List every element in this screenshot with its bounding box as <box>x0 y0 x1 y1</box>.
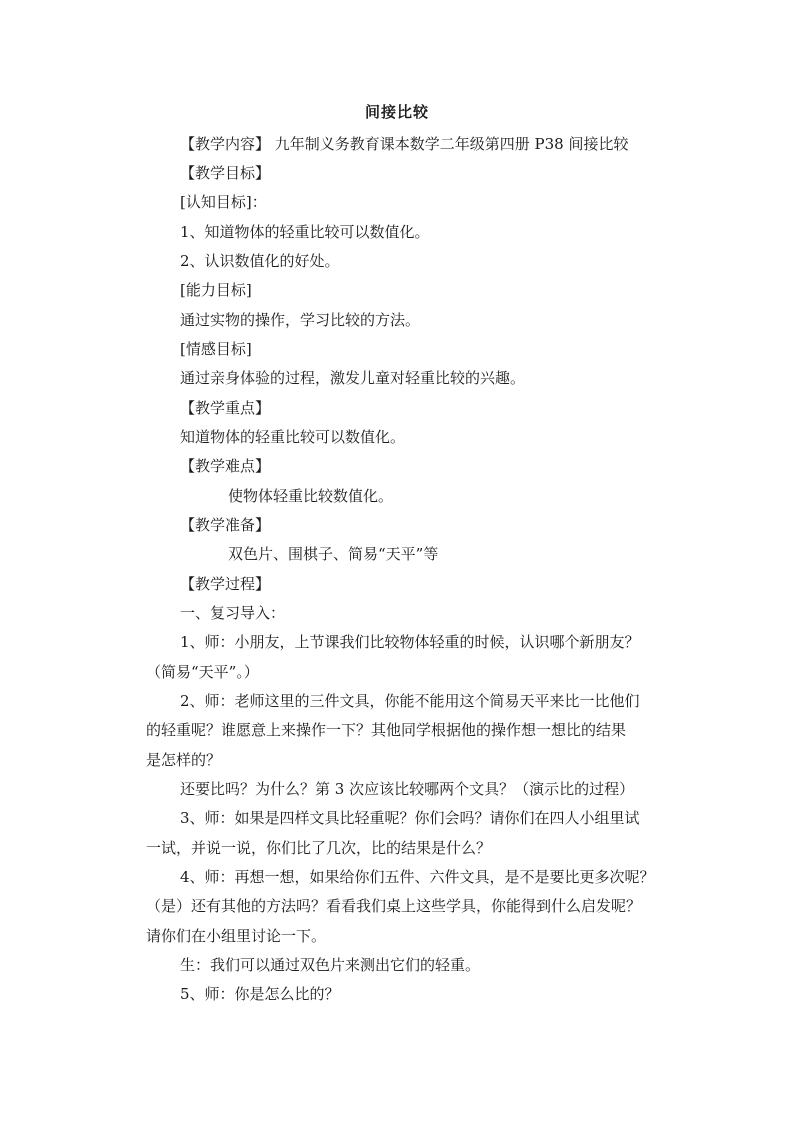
section-heading: 【教学重点】 <box>180 399 271 417</box>
content-line: [认知目标]： <box>180 193 267 211</box>
content-line: 【教学内容】 九年制义务教育课本数学二年级第四册 P38 间接比较 <box>180 135 629 153</box>
content-line: 还要比吗？为什么？第 3 次应该比较哪两个文具？（演示比的过程） <box>180 780 635 798</box>
content-line: 1、知道物体的轻重比较可以数值化。 <box>180 223 430 241</box>
section-heading: 【教学目标】 <box>180 164 271 182</box>
content-line: 2、师：老师这里的三件文具，你能不能用这个简易天平来比一比他们 <box>180 692 640 710</box>
section-heading: 【教学过程】 <box>180 575 271 593</box>
content-line: [能力目标] <box>180 281 252 299</box>
content-line: 通过亲身体验的过程，激发儿童对轻重比较的兴趣。 <box>180 369 526 387</box>
content-line: 知道物体的轻重比较可以数值化。 <box>180 428 406 446</box>
content-line: （是）还有其他的方法吗？看看我们桌上这些学具，你能得到什么启发呢？ <box>146 897 642 915</box>
section-heading: 【教学准备】 <box>180 516 271 534</box>
content-line: 的轻重呢？谁愿意上来操作一下？其他同学根据他的操作想一想比的结果 <box>146 721 627 739</box>
section-heading: 【教学难点】 <box>180 457 271 475</box>
content-line: 2、认识数值化的好处。 <box>180 252 340 270</box>
content-line: 通过实物的操作，学习比较的方法。 <box>180 311 421 329</box>
content-line: [情感目标] <box>180 340 252 358</box>
content-line: 请你们在小组里讨论一下。 <box>146 927 327 945</box>
content-line: 使物体轻重比较数值化。 <box>228 487 394 505</box>
content-line: 1、师：小朋友，上节课我们比较物体轻重的时候，认识哪个新朋友？ <box>180 633 640 651</box>
content-line: 4、师：再想一想，如果给你们五件、六件文具，是不是要比更多次呢？ <box>180 868 655 886</box>
content-line: 生：我们可以通过双色片来测出它们的轻重。 <box>180 956 481 974</box>
content-line: 3、师：如果是四样文具比轻重呢？你们会吗？请你们在四人小组里试 <box>180 809 640 827</box>
content-line: 一试，并说一说，你们比了几次，比的结果是什么？ <box>146 839 492 857</box>
content-line: （简易“天平”。） <box>146 663 259 681</box>
content-line: 是怎样的？ <box>146 751 222 769</box>
content-line: 一、复习导入： <box>180 604 286 622</box>
content-line: 5、师：你是怎么比的？ <box>180 985 340 1003</box>
content-line: 双色片、围棋子、简易“天平”等 <box>228 545 439 563</box>
document-title: 间接比较 <box>364 103 429 121</box>
